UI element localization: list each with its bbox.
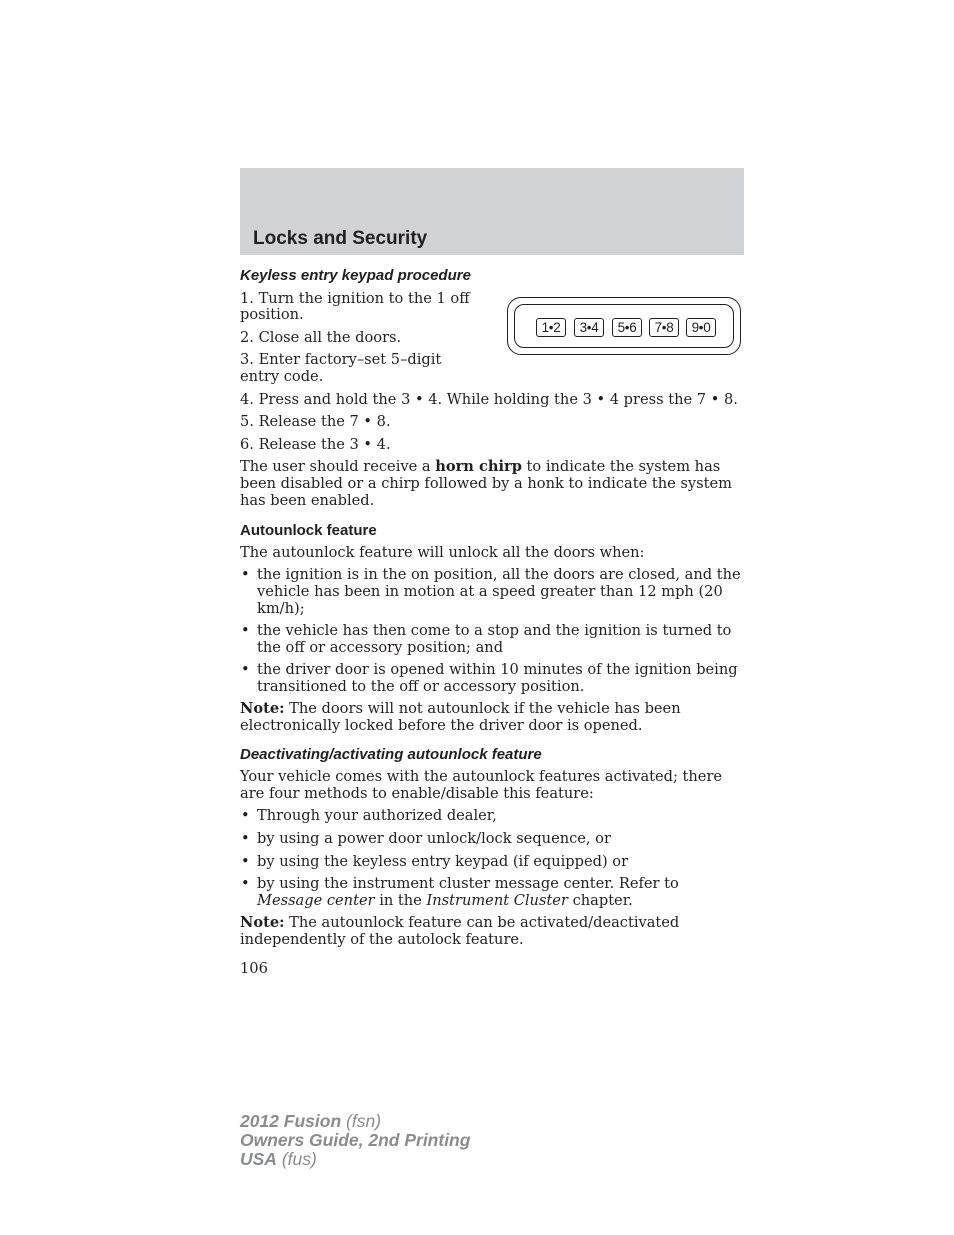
keypad-key-7-8: 7•8 bbox=[649, 318, 679, 337]
list-item-text: Through your authorized dealer, bbox=[257, 807, 497, 825]
keypad-key-5-6: 5•6 bbox=[612, 318, 642, 337]
deactivating-list bbox=[240, 808, 746, 909]
page-content bbox=[240, 268, 746, 955]
keyless-step-4: 4. Press and hold the 3 • 4. While holding the 3 • 4 press the 7 • 8. bbox=[240, 390, 738, 408]
keypad-key-3-4: 3•4 bbox=[574, 318, 604, 337]
list-item-text: by using a power door unlock/lock sequence, or bbox=[257, 830, 611, 848]
bullet-marker: • bbox=[241, 566, 250, 584]
keyless-step-3: 3. Enter factory–set 5–digit entry code. bbox=[240, 351, 442, 385]
keyless-step-5: 5. Release the 7 • 8. bbox=[240, 413, 391, 431]
note-text: The autounlock feature can be activated/deactivated independently of the autolock feature. bbox=[240, 914, 680, 948]
list-item-text: the vehicle has then come to a stop and the ignition is turned to the off or accessory position; and bbox=[257, 622, 732, 656]
note-label: Note: bbox=[240, 914, 285, 932]
section-title: Locks and Security bbox=[253, 228, 428, 249]
list-item bbox=[240, 623, 746, 656]
autounlock-list bbox=[240, 567, 746, 695]
keyless-result bbox=[240, 459, 746, 509]
list-item bbox=[240, 808, 746, 825]
list-item bbox=[240, 567, 746, 617]
bullet-marker: • bbox=[241, 807, 250, 825]
list-item bbox=[240, 662, 746, 695]
list-item-text-mid: in the bbox=[374, 891, 427, 909]
bullet-marker: • bbox=[241, 875, 250, 893]
keypad-key-9-0: 9•0 bbox=[686, 318, 716, 337]
bullet-marker: • bbox=[241, 852, 250, 870]
list-item bbox=[240, 876, 746, 909]
autounlock-note bbox=[240, 701, 746, 734]
list-item-text-pre: by using the instrument cluster message center. Refer to bbox=[257, 875, 679, 893]
autounlock-heading: Autounlock feature bbox=[240, 522, 377, 540]
list-item bbox=[240, 831, 746, 848]
bullet-marker: • bbox=[241, 661, 250, 679]
keyless-step-2: 2. Close all the doors. bbox=[240, 328, 402, 346]
keypad-key-1-2: 1•2 bbox=[536, 318, 566, 337]
keyless-result-pre: The user should receive a bbox=[240, 458, 436, 476]
footer-model: 2012 Fusion bbox=[240, 1111, 342, 1131]
deactivating-note bbox=[240, 915, 746, 948]
page-number: 106 bbox=[240, 960, 268, 977]
keyless-result-post: to indicate the system has been disabled or a chirp followed by a honk to indicate the system has been enabled. bbox=[240, 458, 732, 509]
footer-line-3 bbox=[240, 1150, 470, 1169]
deactivating-intro: Your vehicle comes with the autounlock features activated; there are four methods to enable/disable this feature: bbox=[240, 768, 723, 802]
bullet-marker: • bbox=[241, 622, 250, 640]
note-label: Note: bbox=[240, 700, 285, 718]
deactivating-heading: Deactivating/activating autounlock feature bbox=[240, 745, 542, 763]
footer-line-1 bbox=[240, 1112, 470, 1131]
list-item-text: the driver door is opened within 10 minutes of the ignition being transitioned to the off or accessory position. bbox=[257, 661, 738, 695]
bullet-marker: • bbox=[241, 830, 250, 848]
list-item bbox=[240, 854, 746, 871]
cross-reference-message-center: Message center bbox=[257, 891, 375, 909]
keyless-step-6: 6. Release the 3 • 4. bbox=[240, 435, 391, 453]
footer bbox=[240, 1112, 470, 1169]
cross-reference-instrument-cluster: Instrument Cluster bbox=[426, 891, 568, 909]
keyless-heading: Keyless entry keypad procedure bbox=[240, 267, 471, 284]
list-item-text-post: chapter. bbox=[567, 891, 633, 909]
keyless-result-bold: horn chirp bbox=[435, 458, 522, 476]
keyless-step-1: 1. Turn the ignition to the 1 off position. bbox=[240, 289, 470, 324]
list-item-text: by using the keyless entry keypad (if equipped) or bbox=[257, 852, 629, 870]
note-text: The doors will not autounlock if the vehicle has been electronically locked before the driver door is opened. bbox=[240, 700, 681, 735]
autounlock-intro: The autounlock feature will unlock all the doors when: bbox=[240, 543, 645, 561]
footer-model-code: (fsn) bbox=[341, 1111, 382, 1131]
footer-market: USA bbox=[240, 1149, 277, 1169]
list-item-text: the ignition is in the on position, all the doors are closed, and the vehicle has been in motion at a speed greater than 12 mph (20 km/h); bbox=[257, 566, 741, 617]
footer-market-code: (fus) bbox=[276, 1149, 317, 1169]
footer-line-2: Owners Guide, 2nd Printing bbox=[240, 1130, 471, 1150]
